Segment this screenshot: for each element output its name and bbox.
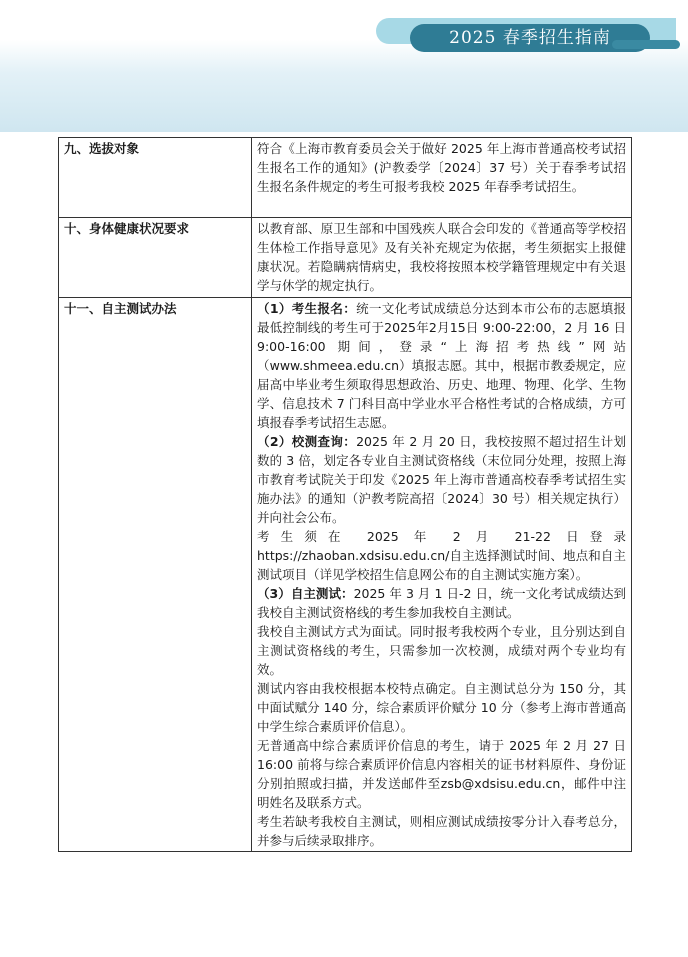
paragraph: 我校自主测试方式为面试。同时报考我校两个专业，且分别达到自主测试资格线的考生，只需参加一次校测，成绩对两个专业均有效。: [257, 624, 626, 677]
row-content: [252, 138, 632, 218]
paragraph: [257, 299, 626, 432]
paragraph: [257, 432, 626, 527]
paragraph: 考生须在 2025 年 2 月 21-22 日登录https://zhaoban.xdsisu.edu.cn/自主选择测试时间、地点和自主测试项目（详见学校招生信息网公布的自主测试实施方案）。: [257, 529, 626, 582]
guide-banner: [376, 18, 688, 52]
table-row: [59, 298, 632, 852]
paragraph-text: 2025 年 3 月 1 日-2 日，统一文化考试成绩达到我校自主测试资格线的考生参加我校自主测试。: [257, 586, 626, 620]
row-heading: 十、身体健康状况要求: [59, 218, 252, 298]
paragraph-text: 统一文化考试成绩总分达到本市公布的志愿填报最低控制线的考生可于2025年2月15日 9:00-22:00，2 月 16 日 9:00-16:00 期间，登录“上海招考热线”网站（www.shmeea.edu.cn）填报志愿。其中，根据市教委规定，应届高中毕业考生须取得思想政治、历史、地理、物理、化学、生物学、信息技术 7 门科目高中学业水平合格性考试的合格成绩，方可填报春季考试招生志愿。: [257, 301, 626, 430]
paragraph: 无普通高中综合素质评价信息的考生，请于 2025 年 2 月 27 日 16:00 前将与综合素质评价信息内容相关的证书材料原件、身份证分别拍照或扫描，并发送邮件至zsb@xdsisu.edu.cn，邮件中注明姓名及联系方式。: [257, 738, 626, 810]
paragraph: [257, 584, 626, 622]
row-content: [252, 218, 632, 298]
paragraph: 考生若缺考我校自主测试，则相应测试成绩按零分计入春考总分，并参与后续录取排序。: [257, 814, 626, 848]
table-row: [59, 138, 632, 218]
paragraph: 符合《上海市教育委员会关于做好 2025 年上海市普通高校考试招生报名工作的通知》(沪教委学〔2024〕37 号）关于春季考试招生报名条件规定的考生可报考我校 2025 年春季考试招生。: [257, 141, 626, 194]
table-row: [59, 218, 632, 298]
paragraph-lead: （2）校测查询：: [257, 434, 357, 449]
paragraph-text: 2025 年 2 月 20 日，我校按照不超过招生计划数的 3 倍，划定各专业自主测试资格线（末位同分处理，按照上海市教育考试院关于印发《2025 年上海市普通高校春季考试招生实施办法》的通知（沪教考院高招〔2024〕30 号）相关规定执行）并向社会公布。: [257, 434, 626, 525]
row-content: [252, 298, 632, 852]
paragraph-lead: （3）自主测试：: [257, 586, 354, 601]
paragraph: 测试内容由我校根据本校特点确定。自主测试总分为 150 分，其中面试赋分 140 分，综合素质评价赋分 10 分（参考上海市普通高中学生综合素质评价信息）。: [257, 681, 626, 734]
paragraph: 以教育部、原卫生部和中国残疾人联合会印发的《普通高等学校招生体检工作指导意见》及有关补充规定为依据，考生须据实上报健康状况。若隐瞒病情病史，我校将按照本校学籍管理规定中有关退学与休学的规定执行。: [257, 221, 626, 293]
row-heading: 十一、自主测试办法: [59, 298, 252, 852]
banner-title: 2025 春季招生指南: [449, 28, 611, 48]
row-heading: 九、选拔对象: [59, 138, 252, 218]
paragraph-lead: （1）考生报名：: [257, 301, 357, 316]
admission-table: [58, 137, 632, 852]
